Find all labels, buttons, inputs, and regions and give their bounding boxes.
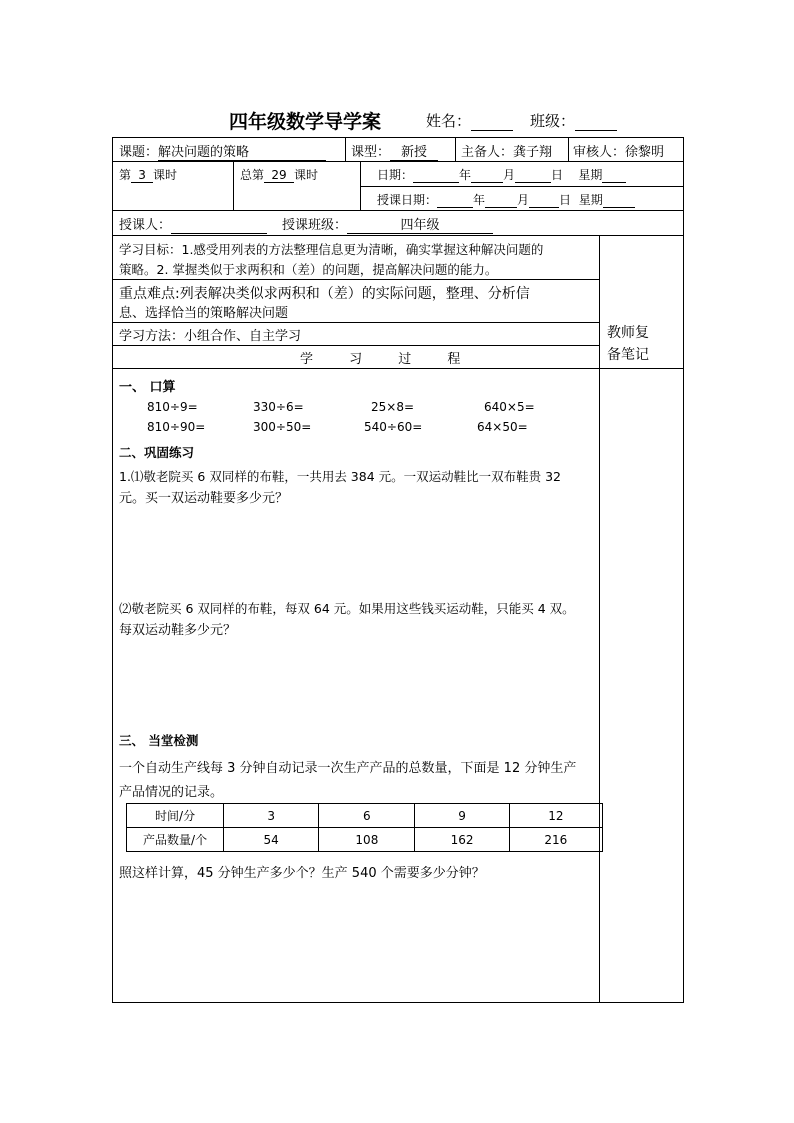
key-points-line1: 重点难点:列表解决类似求两积和（差）的实际问题，整理、分析信 xyxy=(119,286,530,302)
table-cell: 6 xyxy=(319,804,415,828)
process-heading: 学 习 过 程 xyxy=(300,352,477,367)
lesson-number: 第 3 课时 xyxy=(119,168,178,182)
learning-method: 学习方法：小组合作、自主学习 xyxy=(119,329,302,344)
math-item: 640×5= xyxy=(484,400,535,414)
table-cell: 时间/分 xyxy=(127,804,224,828)
section-2-heading: 二、巩固练习 xyxy=(119,445,195,460)
name-label: 姓名： xyxy=(426,110,513,131)
math-item: 540÷60= xyxy=(364,420,423,434)
teach-class-field: 授课班级： 四年级 xyxy=(282,214,493,234)
question-2-line2: 每双运动鞋多少元？ xyxy=(119,623,237,638)
table-cell: 54 xyxy=(224,828,319,852)
teacher-field: 授课人： xyxy=(119,214,267,234)
table-cell: 产品数量/个 xyxy=(127,828,224,852)
section-3-heading: 三、 当堂检测 xyxy=(119,733,199,748)
table-cell: 9 xyxy=(415,804,509,828)
table-cell: 108 xyxy=(319,828,415,852)
question-2-line1: ⑵敬老院买 6 双同样的布鞋，每双 64 元。如果用这些钱买运动鞋，只能买 4 双。 xyxy=(119,601,575,616)
reviewer: 审核人：徐黎明 xyxy=(573,145,665,160)
teacher-notes-label-1: 教师复 xyxy=(607,325,649,341)
table-cell: 216 xyxy=(509,828,602,852)
date-field: 日期： 年 月 日 星期 xyxy=(377,166,626,183)
table-row xyxy=(127,828,603,852)
math-item: 810÷90= xyxy=(147,420,206,434)
learning-goals-line1: 学习目标：1.感受用列表的方法整理信息更为清晰，确实掌握这种解决问题的 xyxy=(119,242,544,257)
lesson-type-field: 课型： 新授 xyxy=(351,141,438,161)
total-lesson-number: 总第 29 课时 xyxy=(240,168,319,182)
teacher-notes-label-2: 备笔记 xyxy=(607,347,649,363)
math-item: 25×8= xyxy=(371,400,415,414)
section-3-line2: 产品情况的记录。 xyxy=(119,785,224,800)
key-points-line2: 息、选择恰当的策略解决问题 xyxy=(119,306,289,321)
math-item: 330÷6= xyxy=(253,400,304,414)
production-record-table xyxy=(126,803,603,852)
topic-field: 课题：解决问题的策略 xyxy=(119,141,326,161)
section-1-heading: 一、 口算 xyxy=(119,380,176,395)
teach-date-field: 授课日期： 年 月 日 星期 xyxy=(377,191,635,208)
section-3-question: 照这样计算，45 分钟生产多少个？生产 540 个需要多少分钟？ xyxy=(119,866,485,881)
table-row xyxy=(127,804,603,828)
table-cell: 12 xyxy=(509,804,602,828)
question-1-line1: 1.⑴敬老院买 6 双同样的布鞋，一共用去 384 元。一双运动鞋比一双布鞋贵 32 xyxy=(119,469,562,484)
learning-goals-line2: 策略。2. 掌握类似于求两积和（差）的问题，提高解决问题的能力。 xyxy=(119,262,498,277)
math-item: 64×50= xyxy=(477,420,528,434)
math-item: 810÷9= xyxy=(147,400,198,414)
preparer: 主备人：龚子翔 xyxy=(461,145,553,160)
table-cell: 3 xyxy=(224,804,319,828)
question-1-line2: 元。买一双运动鞋要多少元？ xyxy=(119,491,289,506)
class-label: 班级： xyxy=(530,110,617,131)
table-cell: 162 xyxy=(415,828,509,852)
section-3-line1: 一个自动生产线每 3 分钟自动记录一次生产产品的总数量，下面是 12 分钟生产 xyxy=(119,761,577,776)
page-title: 四年级数学导学案 xyxy=(229,111,382,133)
math-item: 300÷50= xyxy=(253,420,312,434)
